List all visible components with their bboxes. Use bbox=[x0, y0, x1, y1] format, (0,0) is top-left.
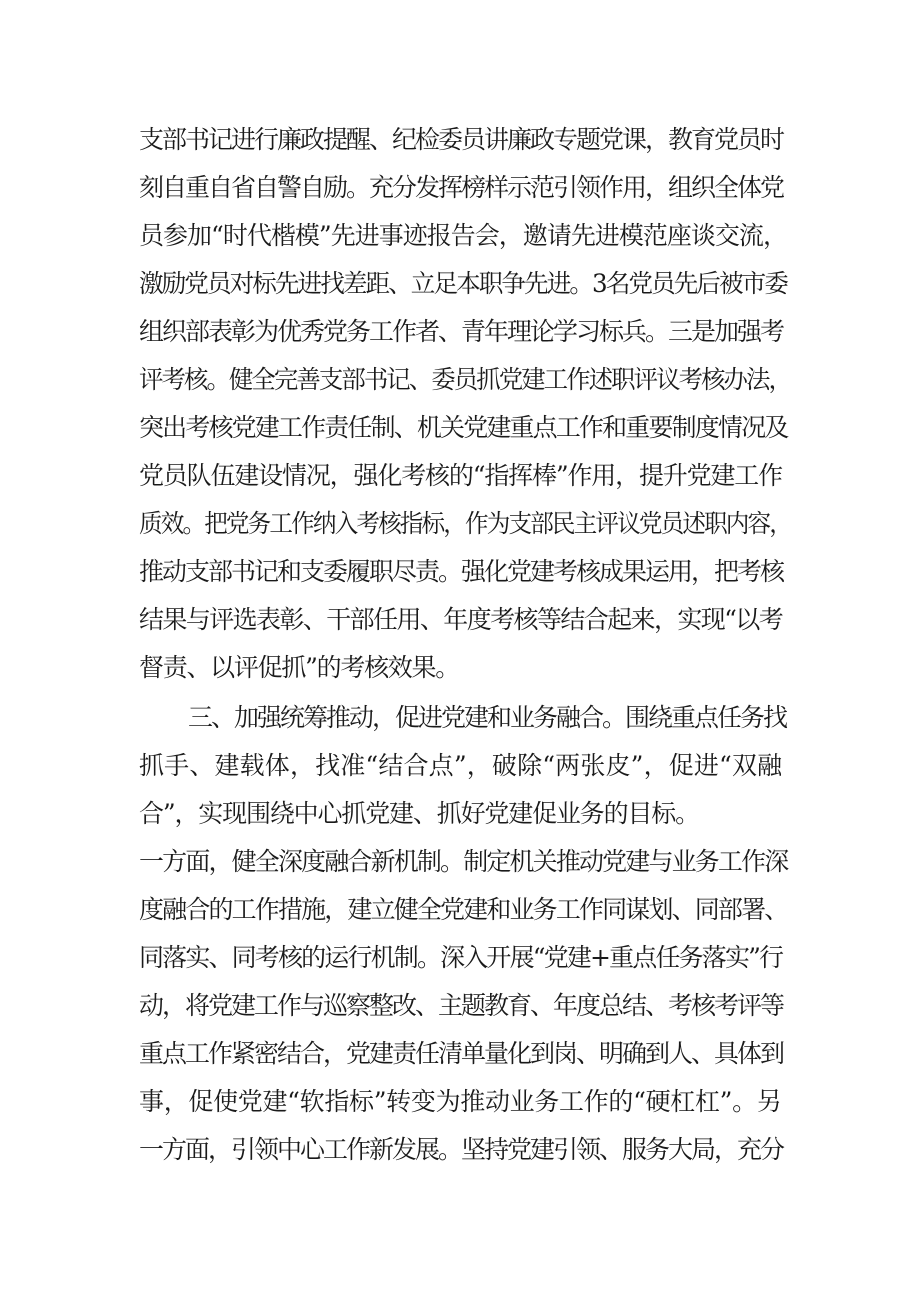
text-line: 突出考核党建工作责任制、机关党建重点工作和重要制度情况及 bbox=[139, 413, 788, 442]
text-line: 激励党员对标先进找差距、立足本职争先进。3名党员先后被市委 bbox=[139, 269, 787, 298]
text-line: 推动支部书记和支委履职尽责。强化党建考核成果运用，把考核 bbox=[139, 557, 784, 586]
text-line: 三、加强统筹推动，促进党建和业务融合。围绕重点任务找 bbox=[188, 703, 787, 732]
text-line: 支部书记进行廉政提醒、纪检委员讲廉政专题党课，教育党员时 bbox=[139, 125, 784, 154]
text-line: 质效。把党务工作纳入考核指标，作为支部民主评议党员述职内容， bbox=[139, 509, 792, 538]
text-line: 事，促使党建“软指标”转变为推动业务工作的“硬杠杠”。另 bbox=[139, 1087, 782, 1116]
text-line: 重点工作紧密结合，党建责任清单量化到岗、明确到人、具体到 bbox=[139, 1039, 784, 1068]
text-line: 组织部表彰为优秀党务工作者、青年理论学习标兵。三是加强考 bbox=[139, 317, 784, 346]
text-line: 结果与评选表彰、干部任用、年度考核等结合起来，实现“以考 bbox=[139, 605, 783, 634]
text-line: 一方面，引领中心工作新发展。坚持党建引领、服务大局，充分 bbox=[139, 1135, 784, 1164]
text-line: 刻自重自省自警自励。充分发挥榜样示范引领作用，组织全体党 bbox=[139, 173, 784, 202]
text-line: 同落实、同考核的运行机制。深入开展“党建+重点任务落实”行 bbox=[139, 943, 783, 972]
text-line: 合”，实现围绕中心抓党建、抓好党建促业务的目标。 bbox=[139, 799, 699, 828]
text-line: 员参加“时代楷模”先进事迹报告会，邀请先进模范座谈交流， bbox=[139, 221, 787, 250]
text-line: 督责、以评促抓”的考核效果。 bbox=[139, 653, 459, 682]
text-line: 一方面，健全深度融合新机制。制定机关推动党建与业务工作深 bbox=[139, 847, 788, 876]
text-line: 评考核。健全完善支部书记、委员抓党建工作述职评议考核办法， bbox=[139, 365, 792, 394]
text-line: 抓手、建载体，找准“结合点”，破除“两张皮”，促进“双融 bbox=[139, 751, 783, 780]
text-line: 党员队伍建设情况，强化考核的“指挥棒”作用，提升党建工作 bbox=[139, 461, 782, 490]
text-line: 度融合的工作措施，建立健全党建和业务工作同谋划、同部署、 bbox=[139, 895, 788, 924]
text-line: 动，将党建工作与巡察整改、主题教育、年度总结、考核考评等 bbox=[139, 991, 784, 1020]
